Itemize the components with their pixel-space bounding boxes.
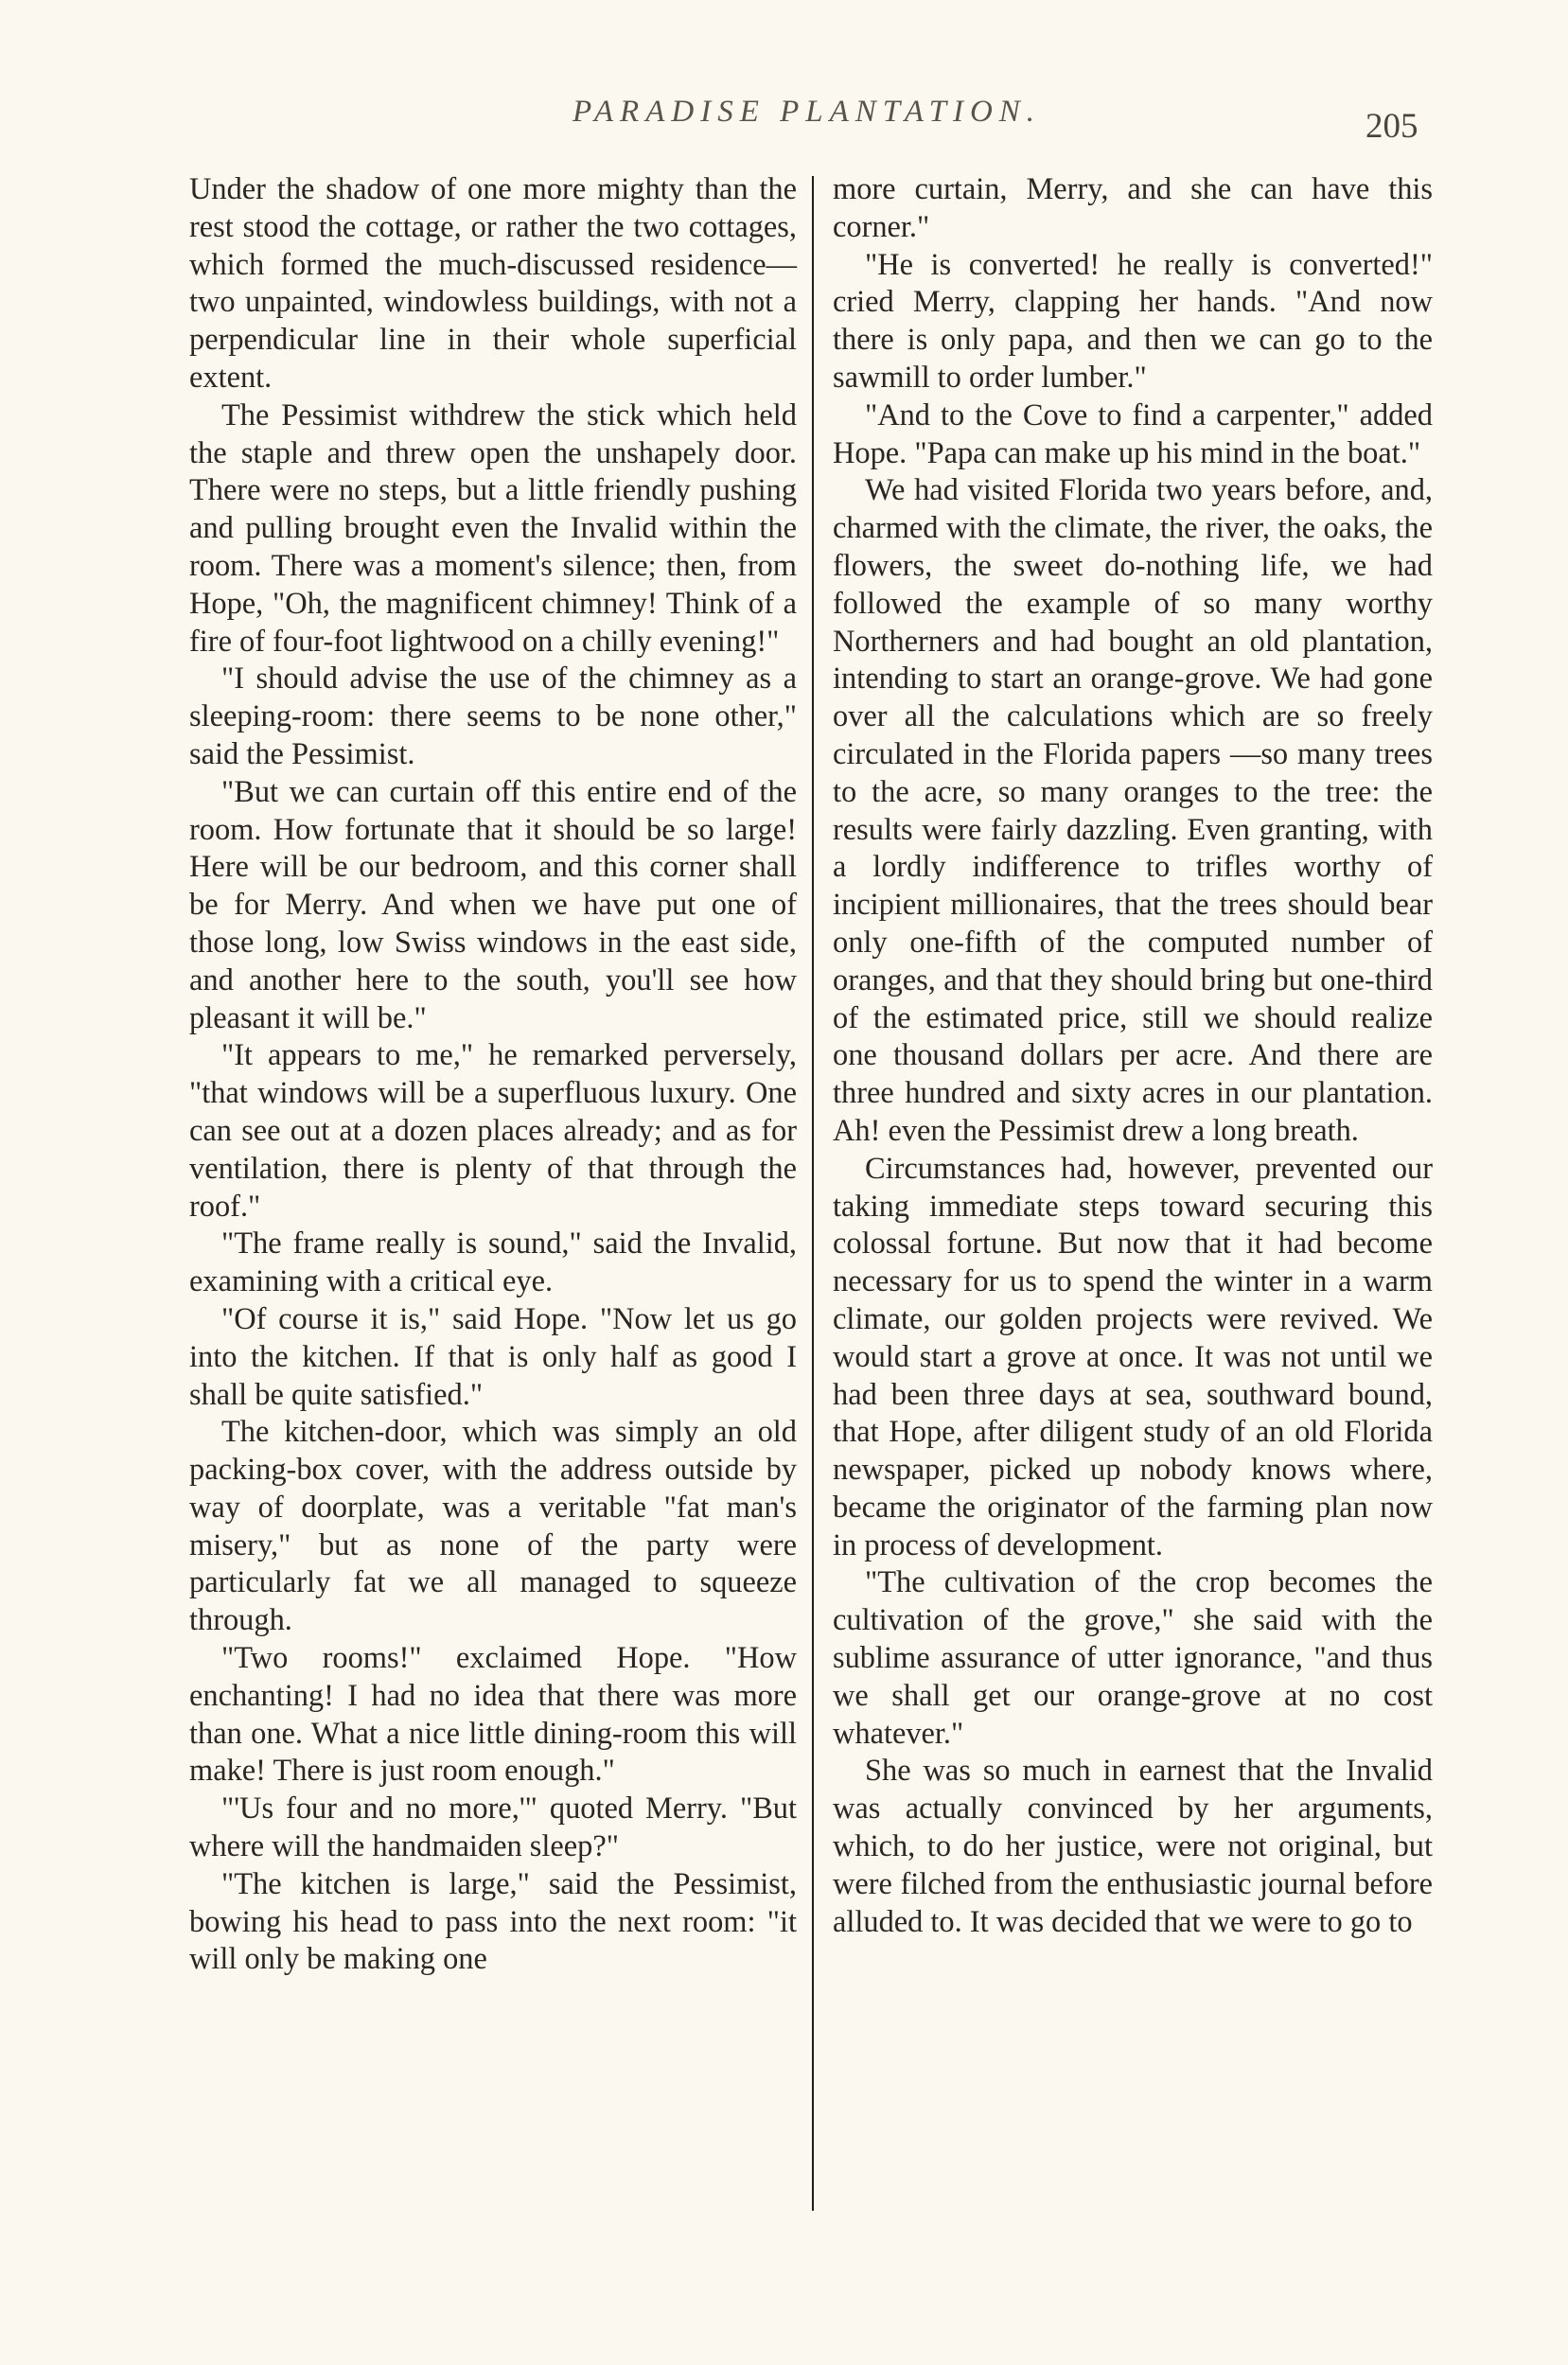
paragraph: We had visited Florida two years before, and, charmed with the climate, the river, the oaks, the flowers, the sweet do-nothing life, we had followed the example of so many worthy Northerners and had bought an old plantation, intending to start an orange-grove. We had gone over all the calculations which are so freely circulated in the Florida papers —so many trees to the acre, so many oranges to the tree: the results were fairly dazzling. Even granting, with a lordly indifference to trifles worthy of incipient millionaires, that the trees should bear only one-fifth of the computed number of oranges, and that they should bring but one-third of the estimated price, still we should realize one thousand dollars per acre. And there are three hundred and sixty acres in our plantation. Ah! even the Pessimist drew a long breath. bbox=[833, 473, 1433, 1148]
paragraph: "But we can curtain off this entire end of the room. How fortunate that it should be so large! Here will be our bedroom, and this corner shall be for Merry. And when we have put one of those long, low Swiss windows in the east side, and another here to the south, you'll see how pleasant it will be." bbox=[189, 774, 797, 1035]
running-header bbox=[0, 95, 1568, 151]
paragraph: "It appears to me," he remarked perversely, "that windows will be a superfluous luxury. One can see out at a dozen places already; and as for ventilation, there is plenty of that through the roof." bbox=[189, 1038, 797, 1224]
paragraph: Under the shadow of one more mighty than the rest stood the cottage, or rather the two cottages, which formed the much-discussed residence—two unpainted, windowless buildings, with not a perpendicular line in their whole superficial extent. bbox=[189, 172, 797, 395]
paragraph: "Two rooms!" exclaimed Hope. "How enchanting! I had no idea that there was more than one. What a nice little dining-room this will make! There is just room enough." bbox=[189, 1641, 797, 1789]
right-column bbox=[833, 171, 1433, 1941]
paragraph: "And to the Cove to find a carpenter," added Hope. "Papa can make up his mind in the boat." bbox=[833, 397, 1433, 470]
paragraph: "The kitchen is large," said the Pessimist, bowing his head to pass into the next room: "it will only be making one bbox=[189, 1866, 797, 1977]
paragraph: Circumstances had, however, prevented our taking immediate steps toward securing this colossal fortune. But now that it had become necessary for us to spend the winter in a warm climate, our golden projects were revived. We would start a grove at once. It was not until we had been three days at sea, southward bound, that Hope, after diligent study of an old Florida newspaper, picked up nobody knows where, became the originator of the farming plan now in process of development. bbox=[833, 1151, 1433, 1562]
paragraph: The Pessimist withdrew the stick which held the staple and threw open the unshapely door. There were no steps, but a little friendly pushing and pulling brought even the Invalid within the room. There was a moment's silence; then, from Hope, "Oh, the magnificent chimney! Think of a fire of four-foot lightwood on a chilly evening!" bbox=[189, 397, 797, 659]
paragraph: The kitchen-door, which was simply an old packing-box cover, with the address outside by way of doorplate, was a veritable "fat man's misery," but as none of the party were particularly fat we all managed to squeeze through. bbox=[189, 1415, 797, 1638]
paragraph: "Of course it is," said Hope. "Now let us go into the kitchen. If that is only half as good I shall be quite satisfied." bbox=[189, 1301, 797, 1412]
paragraph: "'Us four and no more,'" quoted Merry. "But where will the handmaiden sleep?" bbox=[189, 1791, 797, 1864]
paragraph: She was so much in earnest that the Invalid was actually convinced by her arguments, which, to do her justice, were not original, but were filched from the enthusiastic journal before alluded to. It was decided that we were to go to bbox=[833, 1754, 1433, 1939]
paragraph: "I should advise the use of the chimney as a sleeping-room: there seems to be none other," said the Pessimist. bbox=[189, 662, 797, 771]
running-title: PARADISE PLANTATION. bbox=[573, 95, 1042, 129]
column-divider bbox=[812, 176, 814, 2211]
paragraph: "The cultivation of the crop becomes the cultivation of the grove," she said with the sublime assurance of utter ignorance, "and thus we shall get our orange-grove at no cost whatever." bbox=[833, 1565, 1433, 1751]
left-column bbox=[189, 171, 797, 1979]
page-number: 205 bbox=[1365, 107, 1418, 146]
paragraph: more curtain, Merry, and she can have this corner." bbox=[833, 172, 1433, 244]
paragraph: "The frame really is sound," said the Invalid, examining with a critical eye. bbox=[189, 1227, 797, 1299]
paragraph: "He is converted! he really is converted!" cried Merry, clapping her hands. "And now there is only papa, and then we can go to the sawmill to order lumber." bbox=[833, 247, 1433, 395]
